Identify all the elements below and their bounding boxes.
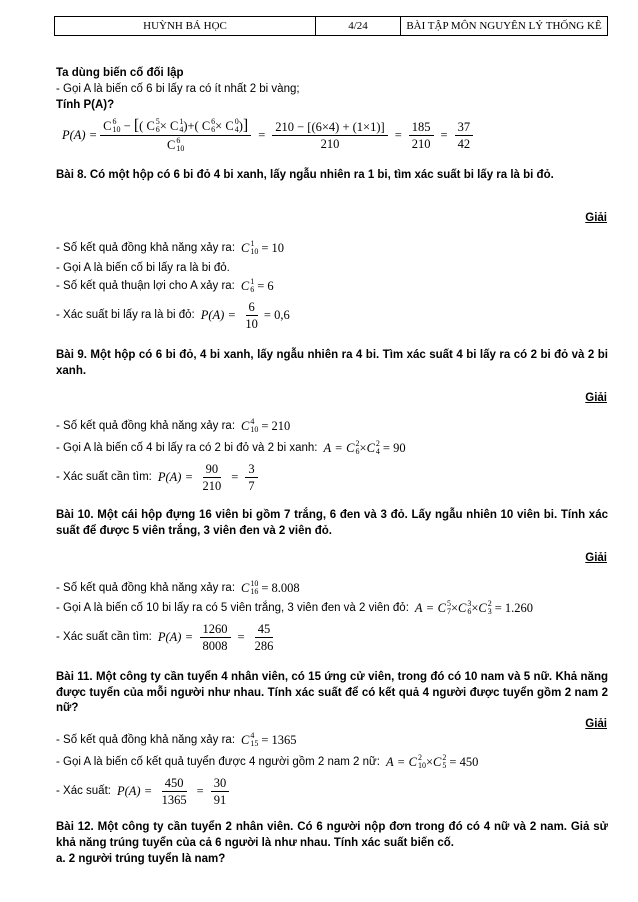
intro-equation: P(A) = C 6 10 − [( C 5 6 × C 1 4 )+( C 6 6 × C 0 4 )] C 6 10 = $\frac{210 - [(6\times 4) + (1\times 1)]}{210}$ = $\frac{185}{210}$ = $\frac{37}{42}$ bbox=[56, 120, 476, 150]
exercise-10-title: Bài 10. Một cái hộp đựng 16 viên bi gồm 7 trắng, 6 đen và 3 đỏ. Lấy ngẫu nhiên 10 viên bi. Tính xác suất để được 5 viên trắng, 3 viên đen và 2 viên đỏ. bbox=[56, 509, 608, 537]
eq-numeric-fraction: $\frac{210 - [(6\times 4) + (1\times 1)]}{210}$ bbox=[272, 120, 387, 151]
exercise-8-line-1: - Số kết quả đồng khả năng xảy ra: C 1 10 = 10 bbox=[56, 239, 285, 256]
exercise-8-line-3: - Số kết quả thuận lợi cho A xảy ra: C 1 6 = 6 bbox=[56, 277, 274, 294]
exercise-11-line-3: - Xác suất: P(A) = $\frac{450}{1365}$ = $\frac{30}{91}$ bbox=[56, 776, 232, 806]
eq-combination-fraction: C 6 10 − [( C 5 6 × C 1 4 )+( C 6 6 × C 0 4 )] C 6 10 bbox=[100, 118, 251, 153]
exercise-11-title: Bài 11. Một công ty cần tuyển 4 nhân viên, có 15 ứng cử viên, trong đó có 10 nam và 5 nữ. Khả năng được tuyển của mỗi người như nhau. Tính xác suất để có kết quả 4 người được tuyển gồm 2 nam 2 nữ? bbox=[56, 671, 608, 714]
exercise-10-solution-heading: Giải bbox=[585, 552, 607, 564]
exercise-9-line-1: - Số kết quả đồng khả năng xảy ra: C 4 10 = 210 bbox=[56, 417, 291, 434]
exercise-9-title: Bài 9. Một hộp có 6 bi đỏ, 4 bi xanh, lấy ngẫu nhiên ra 4 bi. Tìm xác suất 4 bi lấy ra có 2 bi đỏ và 2 bi xanh. bbox=[56, 349, 608, 377]
exercise-9-solution-heading: Giải bbox=[585, 392, 607, 404]
exercise-11-line-2: - Gọi A là biến cố kết quả tuyển được 4 người gồm 2 nam 2 nữ: A = C 2 10 × C 2 5 = 450 bbox=[56, 753, 479, 770]
header-author: HUỲNH BÁ HỌC bbox=[55, 17, 316, 35]
header-subject: BÀI TẬP MÔN NGUYÊN LÝ THỐNG KÊ bbox=[406, 20, 602, 32]
intro-line-1: Ta dùng biến cố đối lập bbox=[56, 67, 184, 79]
exercise-10-line-2: - Gọi A là biến cố 10 bi lấy ra có 5 viên trắng, 3 viên đen và 2 viên đỏ: A = C 5 7 × C 3 6 × C 2 3 = 1.260 bbox=[56, 599, 534, 616]
exercise-12-part-a: a. 2 người trúng tuyển là nam? bbox=[56, 853, 226, 865]
exercise-8-title: Bài 8. Có một hộp có 6 bi đỏ 4 bi xanh, lấy ngẫu nhiên ra 1 bi, tìm xác suất bi lấy ra là bi đỏ. bbox=[56, 169, 554, 181]
intro-line-2: - Gọi A là biến cố 6 bi lấy ra có ít nhất 2 bi vàng; bbox=[56, 83, 300, 95]
exercise-11-solution-heading: Giải bbox=[585, 718, 607, 730]
header-page-number: 4/24 bbox=[316, 17, 401, 35]
eq-result-fraction-1: $\frac{185}{210}$ bbox=[409, 120, 434, 151]
eq-lhs: P(A) = bbox=[62, 127, 98, 142]
exercise-8-line-4: - Xác suất bi lấy ra là bi đỏ: P(A) = $\frac{6}{10}$ = 0,6 bbox=[56, 299, 290, 331]
exercise-9-line-2: - Gọi A là biến cố 4 bi lấy ra có 2 bi đỏ và 2 bi xanh: A = C 2 6 × C 2 4 = 90 bbox=[56, 439, 406, 456]
eq-result-fraction-2: $\frac{37}{42}$ bbox=[455, 120, 474, 151]
exercise-8-line-2: - Gọi A là biến cố bi lấy ra là bi đỏ. bbox=[56, 262, 230, 274]
exercise-10-line-1: - Số kết quả đồng khả năng xảy ra: C 10 16 = 8.008 bbox=[56, 579, 300, 596]
page-header bbox=[54, 16, 608, 36]
exercise-10-line-3: - Xác suất cần tìm: P(A) = $\frac{1260}{8008}$ = $\frac{45}{286}$ bbox=[56, 621, 274, 653]
intro-line-3: Tính P(A)? bbox=[56, 99, 115, 111]
exercise-9-line-3: - Xác suất cần tìm: P(A) = $\frac{90}{210}$ = $\frac{3}{7}$ bbox=[56, 462, 261, 492]
exercise-8-solution-heading: Giải bbox=[585, 212, 607, 224]
exercise-12-title: Bài 12. Một công ty cần tuyển 2 nhân viên. Có 6 người nộp đơn trong đó có 4 nữ và 2 nam. Giả sử khả năng trúng tuyển của cả 6 người là như nhau. Tính xác suất biến cố. bbox=[56, 821, 608, 849]
exercise-11-line-1: - Số kết quả đồng khả năng xảy ra: C 4 15 = 1365 bbox=[56, 731, 297, 748]
